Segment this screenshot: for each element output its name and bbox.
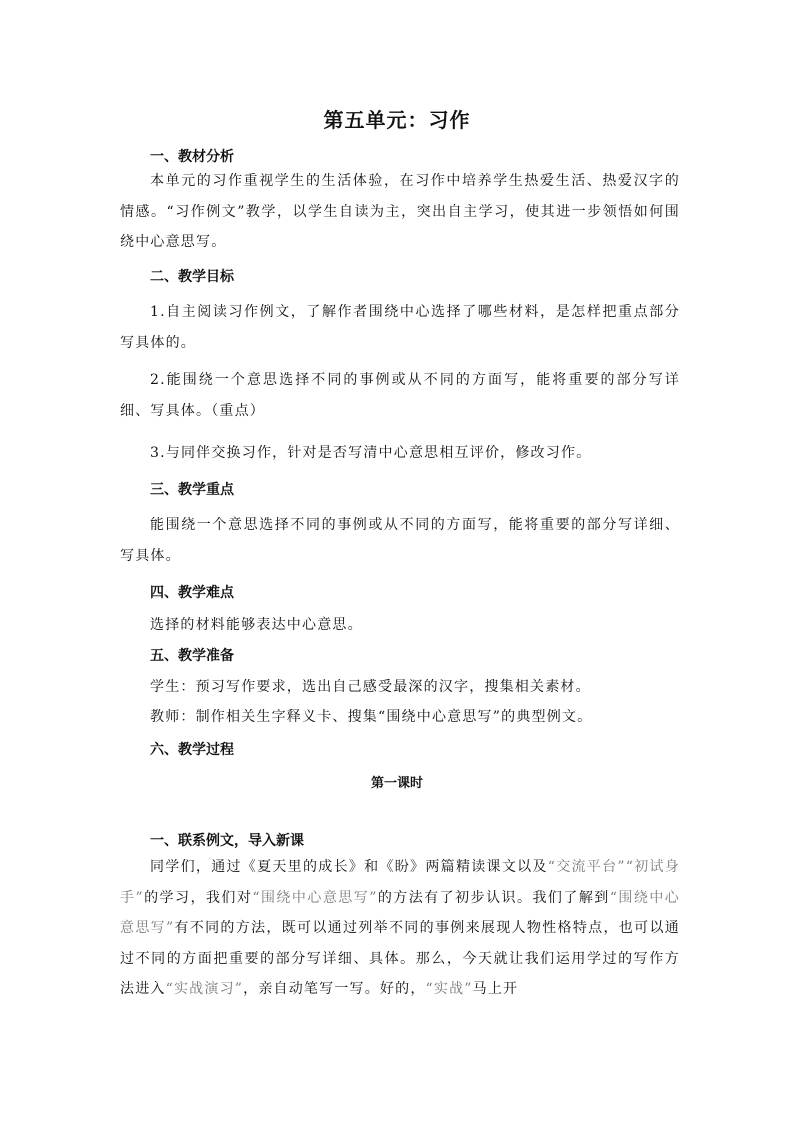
- section-body-analysis: 本单元的习作重视学生的生活体验，在习作中培养学生热爱生活、热爱汉字的情感。“习作例文”教学，以学生自读为主，突出自主学习，使其进一步领悟如何围绕中心意思写。: [120, 173, 680, 250]
- goal-item-2: 2.能围绕一个意思选择不同的事例或从不同的方面写，能将重要的部分写详细、写具体。（重点）: [120, 372, 680, 419]
- goal-item-1: 1.自主阅读习作例文，了解作者围绕中心选择了哪些材料，是怎样把重点部分写具体的。: [120, 304, 680, 351]
- quote-highlight: “实战演习”: [165, 981, 244, 997]
- lesson-text: 的学习，我们对: [143, 889, 253, 906]
- section-heading-preparation: 五、教学准备: [150, 648, 234, 664]
- quote-highlight: “交流平台”: [547, 859, 626, 875]
- lesson-subtitle: 第一课时: [370, 776, 423, 791]
- page-title: 第五单元：习作: [323, 108, 471, 132]
- lesson-text: 有不同的方法，既可以通过列举不同的事例来展现人物性格特点，也可以通过不同的方面把重要的部分写详细、具体。那么，今天就让我们运用学过的写作方法进入: [120, 920, 680, 997]
- quote-highlight: “初试身手”: [120, 859, 680, 906]
- section-heading-focus: 三、教学重点: [150, 482, 234, 498]
- lesson-text: 马上开: [472, 981, 519, 997]
- section-heading-process: 六、教学过程: [150, 742, 234, 758]
- section-heading-analysis: 一、教材分析: [150, 149, 234, 165]
- quote-highlight: “实战”: [425, 981, 473, 997]
- quote-highlight: “围绕中心意思写”: [120, 889, 680, 936]
- lesson-body: [120, 852, 680, 1005]
- quote-highlight: “围绕中心意思写”: [252, 889, 378, 906]
- prep-item-teacher: 教师：制作相关生字释义卡、搜集“围绕中心意思写”的典型例文。: [150, 709, 593, 725]
- lesson-text: 的方法有了初步认识。我们了解到: [377, 889, 610, 906]
- section-body-focus: 能围绕一个意思选择不同的事例或从不同的方面写，能将重要的部分写详细、写具体。: [120, 517, 680, 564]
- lesson-heading: 一、联系例文，导入新课: [150, 833, 304, 849]
- lesson-text: ，亲自动笔写一写。好的，: [243, 981, 426, 997]
- section-heading-difficulty: 四、教学难点: [150, 585, 234, 601]
- lesson-text: 同学们，通过《夏天里的成长》和《盼》两篇精读课文以及: [150, 859, 548, 875]
- goal-item-3: 3.与同伴交换习作，针对是否写清中心意思相互评价，修改习作。: [150, 445, 592, 461]
- prep-item-student: 学生：预习写作要求，选出自己感受最深的汉字，搜集相关素材。: [150, 679, 591, 695]
- section-body-difficulty: 选择的材料能够表达中心意思。: [150, 617, 363, 633]
- section-heading-goals: 二、教学目标: [150, 269, 234, 285]
